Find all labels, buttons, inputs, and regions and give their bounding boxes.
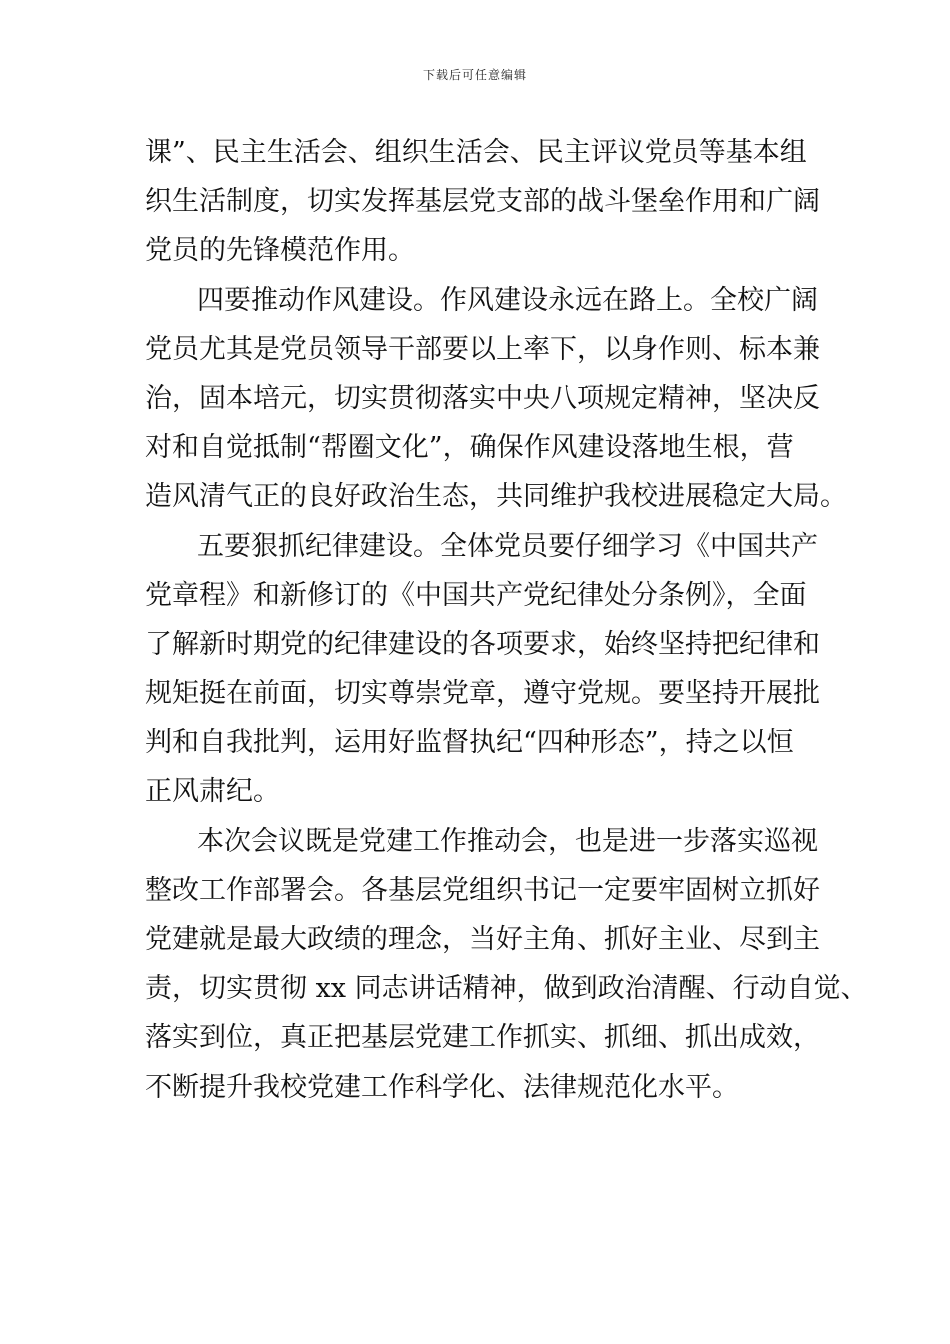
page-header: 下载后可任意编辑 <box>422 68 527 82</box>
text-line: 判和自我批判，运用好监督执纪“四种形态”，持之以恒 <box>145 727 794 759</box>
text-line: 造风清气正的良好政治生态，共同维护我校进展稳定大局。 <box>145 481 847 513</box>
text-line: 党员的先锋模范作用。 <box>145 235 415 267</box>
text-line: 规矩挺在前面，切实尊崇党章，遵守党规。要坚持开展批 <box>145 678 820 710</box>
text-line: 整改工作部署会。各基层党组织书记一定要牢固树立抓好 <box>145 874 820 906</box>
text-line: 不断提升我校党建工作科学化、法律规范化水平。 <box>145 1071 739 1103</box>
text-line: 对和自觉抵制“帮圈文化”，确保作风建设落地生根，营 <box>145 432 794 464</box>
text-line: 正风肃纪。 <box>145 776 280 808</box>
text-line: 四要推动作风建设。作风建设永远在路上。全校广阔 <box>197 284 818 316</box>
paragraph-2 <box>145 276 845 522</box>
text-line: 责，切实贯彻 xx 同志讲话精神，做到政治清醒、行动自觉、 <box>145 973 868 1005</box>
text-line: 了解新时期党的纪律建设的各项要求，始终坚持把纪律和 <box>145 628 820 660</box>
text-line: 五要狠抓纪律建设。全体党员要仔细学习《中国共产 <box>197 530 818 562</box>
text-line: 治，固本培元，切实贯彻落实中央八项规定精神，坚决反 <box>145 382 820 414</box>
text-line: 党建就是最大政绩的理念，当好主角、抓好主业、尽到主 <box>145 924 820 955</box>
text-line: 本次会议既是党建工作推动会，也是进一步落实巡视 <box>197 825 818 857</box>
text-line: 党章程》和新修订的《中国共产党纪律处分条例》，全面 <box>145 579 807 611</box>
text-line: 落实到位，真正把基层党建工作抓实、抓细、抓出成效， <box>145 1022 820 1054</box>
document-body <box>145 128 868 1112</box>
text-line: 织生活制度，切实发挥基层党支部的战斗堡垒作用和广阔 <box>145 186 820 218</box>
text-line: 党员尤其是党员领导干部要以上率下，以身作则、标本兼 <box>145 333 820 365</box>
text-line: 课”、民主生活会、组织生活会、民主评议党员等基本组 <box>145 137 807 168</box>
paragraph-1 <box>145 128 845 276</box>
paragraph-4 <box>145 817 868 1112</box>
paragraph-3 <box>145 522 845 817</box>
